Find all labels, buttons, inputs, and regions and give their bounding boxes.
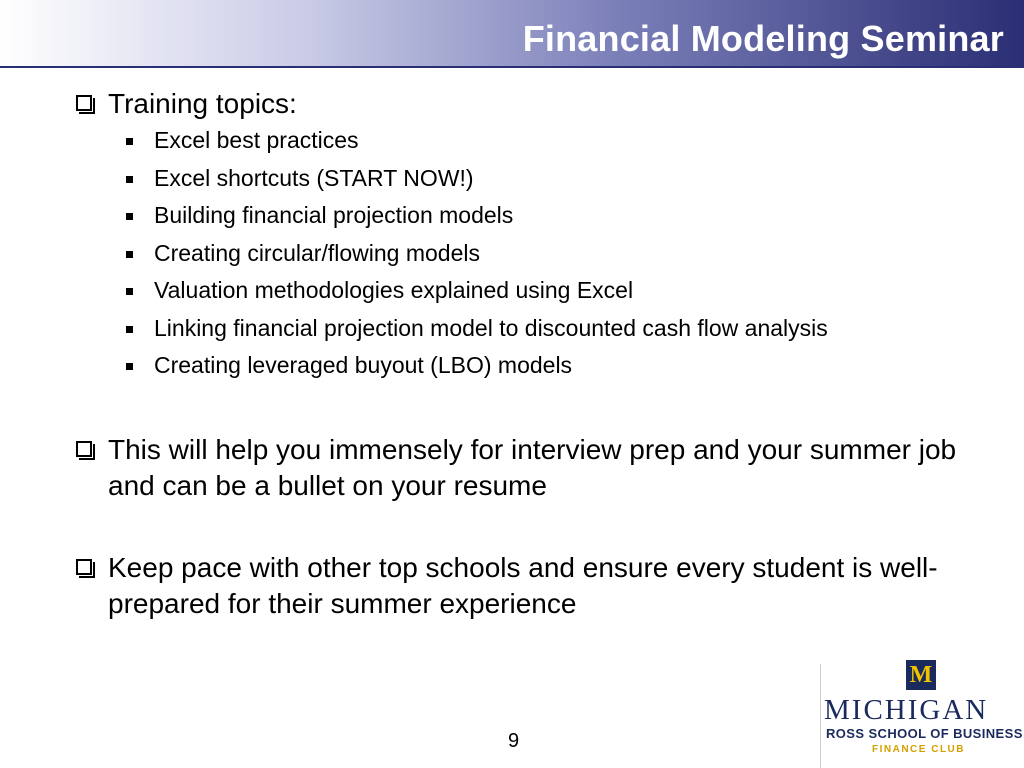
list-item: Excel shortcuts (START NOW!) bbox=[72, 164, 972, 193]
list-item: Building financial projection models bbox=[72, 201, 972, 230]
square-bullet-icon bbox=[126, 288, 133, 295]
michigan-ross-finance-club-logo bbox=[818, 654, 1024, 768]
list-item: Linking financial projection model to discounted cash flow analysis bbox=[72, 314, 972, 343]
topic-training bbox=[72, 86, 972, 122]
topic-text: Training topics: bbox=[108, 88, 297, 119]
logo-michigan-text: MICHIGAN bbox=[824, 694, 989, 726]
logo-club-text: FINANCE CLUB bbox=[872, 744, 965, 755]
slide-title: Financial Modeling Seminar bbox=[522, 18, 1004, 59]
block-m-icon bbox=[906, 660, 936, 690]
slide-content bbox=[72, 86, 972, 622]
checkbox-bullet-icon bbox=[76, 95, 92, 111]
topic-keep-pace bbox=[72, 550, 972, 622]
list-item: Creating circular/flowing models bbox=[72, 239, 972, 268]
square-bullet-icon bbox=[126, 326, 133, 333]
checkbox-bullet-icon bbox=[76, 559, 92, 575]
training-topics-list bbox=[72, 126, 972, 380]
list-item: Valuation methodologies explained using Excel bbox=[72, 276, 972, 305]
block-m-letter: M bbox=[909, 662, 933, 688]
page-number: 9 bbox=[508, 730, 520, 752]
logo-divider bbox=[820, 664, 821, 768]
title-bar bbox=[0, 0, 1024, 68]
checkbox-bullet-icon bbox=[76, 441, 92, 457]
square-bullet-icon bbox=[126, 363, 133, 370]
topic-text: This will help you immensely for interview prep and your summer job and can be a bullet on your resume bbox=[108, 433, 957, 501]
square-bullet-icon bbox=[126, 176, 133, 183]
topic-text: Keep pace with other top schools and ensure every student is well-prepared for their summer experience bbox=[108, 551, 938, 619]
square-bullet-icon bbox=[126, 138, 133, 145]
list-item: Creating leveraged buyout (LBO) models bbox=[72, 351, 972, 380]
square-bullet-icon bbox=[126, 213, 133, 220]
logo-school-text: ROSS SCHOOL OF BUSINESS bbox=[826, 726, 1023, 741]
square-bullet-icon bbox=[126, 251, 133, 258]
topic-interview-prep bbox=[72, 432, 972, 504]
list-item: Excel best practices bbox=[72, 126, 972, 155]
